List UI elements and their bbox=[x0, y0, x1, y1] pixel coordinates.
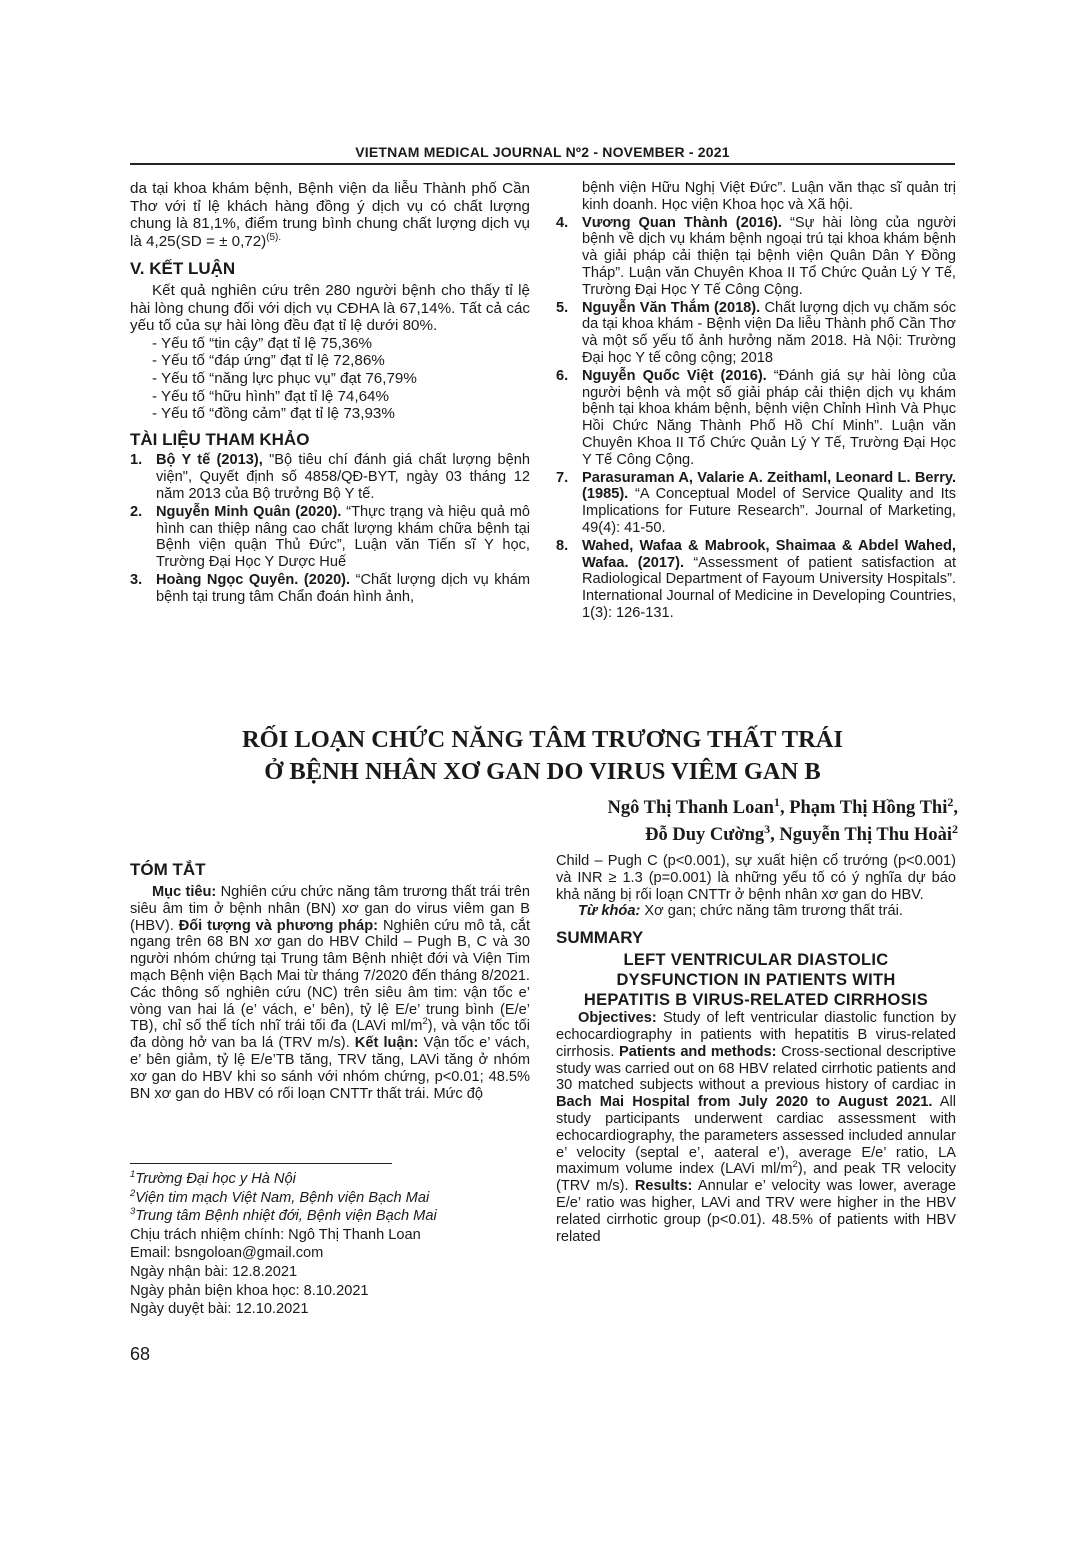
reference-number: 8. bbox=[556, 537, 569, 554]
accepted-date: Ngày duyệt bài: 12.10.2021 bbox=[130, 1301, 309, 1318]
reference-text: “Thực trạng và hiệu quả mô hình can thiệp nâng cao chất lượng khám chữa bệnh tại Bệnh viện quận Thủ Đức”, Luận văn Tiến sĩ Y học, Trường Đại Học Y Dược Huế bbox=[156, 503, 530, 571]
reference-text: "Bộ tiêu chí đánh giá chất lượng bệnh viện", Quyết định số 4858/QĐ-BYT, ngày 03 tháng 12 năm 2013 của Bộ trưởng Bộ Y tế. bbox=[156, 452, 530, 502]
intro-paragraph bbox=[130, 180, 530, 250]
author-affiliation: 2 bbox=[951, 821, 958, 836]
objective-label: Mục tiêu: bbox=[152, 884, 217, 900]
reference-number: 6. bbox=[556, 367, 569, 384]
affiliation-2 bbox=[130, 1189, 530, 1208]
keywords-label: Từ khóa: bbox=[578, 903, 641, 920]
reference-number: 3. bbox=[130, 571, 143, 588]
footnotes bbox=[130, 1170, 530, 1319]
objectives-label: Objectives: bbox=[578, 1010, 657, 1027]
reference-text: “Chất lượng dịch vụ khám bệnh tại trung tâm Chẩn đoán hình ảnh, bbox=[156, 571, 530, 605]
affiliation-text: Viện tim mạch Việt Nam, Bệnh viện Bạch Mai bbox=[135, 1189, 430, 1206]
reference-author: Nguyễn Văn Thắm (2018). bbox=[582, 299, 761, 316]
methods-bold-text: Bach Mai Hospital from July 2020 to August 2021. bbox=[556, 1094, 933, 1111]
reference-number: 2. bbox=[130, 503, 143, 520]
reference-author: Hoàng Ngọc Quyên. (2020). bbox=[156, 571, 351, 588]
affiliation-number: 2 bbox=[130, 1187, 136, 1199]
header-divider bbox=[130, 163, 955, 165]
bullet-item: - Yếu tố “tin cậy” đạt tỉ lệ 75,36% bbox=[152, 334, 373, 352]
references-list-left bbox=[130, 452, 530, 605]
footnote-divider bbox=[130, 1163, 392, 1164]
bullet-item: - Yếu tố “năng lực phục vụ” đạt 76,79% bbox=[152, 369, 417, 387]
references-list-right bbox=[556, 180, 956, 622]
email-line: Email: bsngoloan@gmail.com bbox=[130, 1245, 324, 1262]
reference-number: 1. bbox=[130, 452, 143, 469]
affiliation-1 bbox=[130, 1170, 530, 1189]
reference-author: Nguyễn Quốc Việt (2016). bbox=[582, 367, 767, 384]
author-name: Đỗ Duy Cường bbox=[645, 825, 765, 845]
reference-text: “Đánh giá sự hài lòng của người bệnh và một số giải pháp cải thiện dịch vụ khám bệnh tại khoa khám bệnh, bệnh viện Chỉnh Hình Và Phục Hồi Chức Năng Thành Phố Hồ Chí Minh”. Luận văn Chuyên Khoa II Tổ Chức Quản Lý Y Tế, Trường Đại Học Y Tế Công Cộng. bbox=[582, 367, 957, 468]
methods-text: Cross-sectional descriptive study was carried out on 68 HBV related cirrhotic patients and 30 matched subjects without a previous history of cardiac in bbox=[556, 1043, 957, 1094]
intro-citation: (5). bbox=[266, 231, 282, 243]
author-affiliation: 1 bbox=[773, 794, 780, 809]
affiliation-3 bbox=[130, 1207, 530, 1226]
references-heading: TÀI LIỆU THAM KHẢO bbox=[130, 429, 310, 449]
reference-text: “Assessment of patient satisfaction at Radiological Department of Fayoum University Hospitals”. International Journal of Medicine in Developing Countries, 1(3): 126-131. bbox=[582, 554, 956, 621]
affiliation-text: Trường Đại học y Hà Nội bbox=[135, 1171, 296, 1187]
methods-label: Patients and methods: bbox=[618, 1043, 777, 1060]
reference-author: Nguyễn Minh Quân (2020). bbox=[156, 503, 342, 520]
methods-superscript: 2 bbox=[422, 1016, 428, 1028]
reference-continuation: bệnh viện Hữu Nghị Việt Đức”. Luận văn thạc sĩ quản trị kinh doanh. Học viện Khoa học và Xã hội. bbox=[582, 180, 956, 213]
reference-item bbox=[130, 452, 530, 502]
methods-label: Đối tượng và phương pháp: bbox=[178, 917, 379, 934]
author-name: Phạm Thị Hồng Thi bbox=[789, 798, 948, 818]
reference-author: Vương Quan Thành (2016). bbox=[582, 214, 782, 231]
reference-item bbox=[556, 470, 956, 537]
conclusion-paragraph: Kết quả nghiên cứu trên 280 người bệnh cho thấy tỉ lệ hài lòng chung đối với dịch vụ CĐHA là 67,14%. Tất cả các yếu tố của sự hài lòng đều đạt tỉ lệ dưới 80%. bbox=[130, 281, 530, 335]
right-column-top bbox=[556, 180, 956, 623]
conclusion-text: Vận tốc e’ vách, e’ bên giảm, tỷ lệ E/e’TB tăng, TRV tăng, LAVi tăng ở nhóm xơ gan do HBV khi so sánh với nhóm chứng, p<0.01; 48.5% BN xơ gan do HBV có rối loạn CNTTr thất trái. Mức độ bbox=[130, 1035, 530, 1102]
authors-line: Đỗ Duy Cường$^3$, Nguyễn Thị Thu Hoài$^2$ bbox=[645, 821, 958, 845]
article-title-line: Ở BỆNH NHÂN XƠ GAN DO VIRUS VIÊM GAN B bbox=[264, 758, 821, 785]
methods-text: ), và vận tốc tối đa dòng hở van ba lá (TRV m/s). bbox=[130, 1018, 530, 1052]
keywords bbox=[556, 903, 956, 920]
reference-item bbox=[130, 504, 530, 571]
reference-text: “Sự hài lòng của người bệnh về dịch vụ khám bệnh ngoại trú tại khoa khám bệnh và giải pháp cải thiện tại bệnh viện Quân Dân Y Đồng Tháp”. Luận văn Chuyên Khoa II Tổ Chức Quản Lý Y Tế, Trường Đại Học Y Tế Công Cộng. bbox=[582, 214, 956, 298]
article-title-line: RỐI LOẠN CHỨC NĂNG TÂM TRƯƠNG THẤT TRÁI bbox=[241, 726, 843, 753]
right-column-bottom bbox=[556, 853, 956, 1245]
intro-text: da tại khoa khám bệnh, Bệnh viện da liễu Thành phố Cần Thơ với tỉ lệ khách hàng đồng ý dịch vụ có chất lượng chung là 81,1%, điểm trung bình chung chất lượng dịch vụ là 4,25(SD = ± 0,72) bbox=[130, 180, 530, 250]
abstract-vi-body bbox=[130, 884, 530, 1102]
authors-line: Ngô Thị Thanh Loan$^1$, Phạm Thị Hồng Thi$^2$, bbox=[607, 794, 958, 818]
article-authors bbox=[608, 795, 959, 849]
bullet-item: - Yếu tố “đồng cảm” đạt tỉ lệ 73,93% bbox=[152, 405, 395, 423]
summary-title-line: LEFT VENTRICULAR DIASTOLIC bbox=[623, 951, 889, 970]
bullet-item: - Yếu tố “hữu hình” đạt tỉ lệ 74,64% bbox=[152, 387, 390, 405]
abstract-vi-heading: TÓM TẮT bbox=[130, 860, 206, 879]
author-affiliation: 2 bbox=[947, 794, 954, 809]
reference-item bbox=[556, 538, 956, 622]
conclusion-label: Kết luận: bbox=[354, 1035, 419, 1052]
page-number: 68 bbox=[130, 1344, 151, 1364]
received-date: Ngày nhận bài: 12.8.2021 bbox=[130, 1263, 298, 1280]
results-label: Results: bbox=[634, 1178, 693, 1195]
reference-number: 4. bbox=[556, 214, 569, 231]
methods-text: ), and peak TR velocity (TRV m/s). bbox=[556, 1161, 957, 1195]
reference-number: 7. bbox=[556, 469, 569, 486]
reference-text: Chất lượng dịch vụ chăm sóc da tại khoa khám - Bệnh viện Da liễu Thành phố Cần Thơ và một số yếu tố ảnh hưởng năm 2018. Hà Nội: Trường Đại học Y tế công cộng; 2018 bbox=[582, 299, 956, 366]
reference-number: 5. bbox=[556, 299, 569, 316]
keywords-text: Xơ gan; chức năng tâm trương thất trái. bbox=[640, 903, 903, 920]
reference-author: Wahed, Wafaa & Mabrook, Shaimaa & Abdel Wahed, Wafaa. (2017). bbox=[582, 537, 956, 571]
methods-text: Nghiên cứu mô tả, cắt ngang trên 68 BN xơ gan do HBV Child – Pugh B, C và 30 người nhóm chứng tại Trung tâm Bệnh nhiệt đới và Viện Tim mạch Bệnh viện Bạch Mai từ tháng 7/2020 đến tháng 8/2021. Các thông số nghiên cứu (NC) trên siêu âm tim: vận tốc e’ vòng van hai lá (e’ vách, e’ bên), tỷ lệ E/e’ trung bình (E/e’ TB), chỉ số thể tích nhĩ trái tối đa (LAVi ml/m bbox=[130, 917, 530, 1035]
left-column-top bbox=[130, 180, 530, 606]
article-title bbox=[130, 724, 955, 788]
review-date: Ngày phản biện khoa học: 8.10.2021 bbox=[130, 1282, 369, 1299]
reference-text: “A Conceptual Model of Service Quality and Its Implications for Future Research”. Journal of Marketing, 49(4): 41-50. bbox=[582, 486, 956, 536]
summary-title bbox=[556, 950, 956, 1010]
bullet-item: - Yếu tố “đáp ứng” đạt tỉ lệ 72,86% bbox=[152, 352, 385, 370]
summary-body bbox=[556, 1010, 956, 1245]
results-text: Annular e’ velocity was lower, average E/e’ ratio was higher, LAVi and TRV were higher in the HBV related cirrhotic group (p<0.01). 48.5% of patients with HBV related bbox=[556, 1178, 956, 1245]
summary-heading: SUMMARY bbox=[556, 928, 644, 948]
abstract-vi-continuation: Child – Pugh C (p<0.001), sự xuất hiện cổ trướng (p<0.001) và INR ≥ 1.3 (p=0.001) là những yếu tố có ý nghĩa dự báo khả năng bị rối loạn CNTTr ở bệnh nhân xơ gan do HBV. bbox=[556, 853, 956, 903]
objective-text: Nghiên cứu chức năng tâm trương thất trái trên siêu âm tim ở bệnh nhân (BN) xơ gan do virus viêm gan B (HBV). bbox=[130, 884, 530, 934]
author-name: Nguyễn Thị Thu Hoài bbox=[779, 825, 952, 845]
reference-item bbox=[130, 572, 530, 606]
affiliation-text: Trung tâm Bệnh nhiệt đới, Bệnh viện Bạch Mai bbox=[135, 1208, 437, 1225]
reference-item bbox=[556, 368, 956, 469]
methods-superscript: 2 bbox=[792, 1159, 798, 1171]
summary-title-line: DYSFUNCTION IN PATIENTS WITH bbox=[616, 971, 896, 990]
reference-author: Bộ Y tế (2013), bbox=[156, 452, 263, 469]
methods-text: All study participants underwent cardiac assessment with echocardiography, the parameters assessed included annular e’ velocity (septal e’, aateral e’), average E/e’ ratio, LA maximum volume index (LAVi ml/m bbox=[556, 1094, 956, 1178]
abstract-vi bbox=[130, 860, 530, 1102]
affiliation-number: 1 bbox=[130, 1169, 136, 1181]
journal-header: VIETNAM MEDICAL JOURNAL Nº2 - NOVEMBER - 2021 bbox=[355, 144, 730, 160]
affiliation-number: 3 bbox=[130, 1206, 136, 1218]
corresponding-author: Chịu trách nhiệm chính: Ngô Thị Thanh Loan bbox=[130, 1226, 421, 1243]
conclusion-heading: V. KẾT LUẬN bbox=[130, 259, 236, 279]
reference-author: Parasuraman A, Valarie A. Zeithaml, Leonard L. Berry. (1985). bbox=[582, 469, 956, 503]
objectives-text: Study of left ventricular diastolic function by echocardiography in patients with hepatitis B virus-related cirrhosis. bbox=[556, 1010, 956, 1060]
reference-item bbox=[556, 215, 956, 299]
author-affiliation: 3 bbox=[764, 821, 771, 836]
conclusion-bullets bbox=[152, 335, 530, 423]
author-name: Ngô Thị Thanh Loan bbox=[607, 798, 774, 818]
summary-title-line: HEPATITIS B VIRUS-RELATED CIRRHOSIS bbox=[583, 991, 929, 1010]
reference-item bbox=[556, 300, 956, 367]
